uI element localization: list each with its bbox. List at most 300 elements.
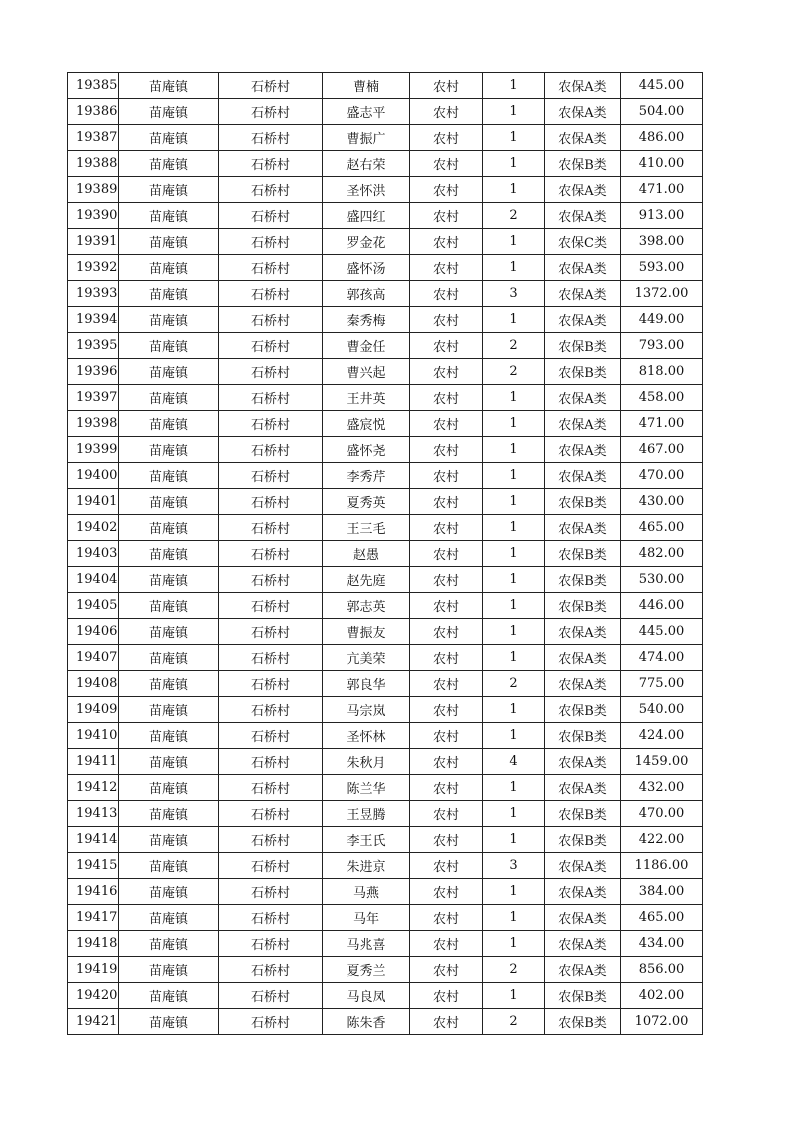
insurance-category-cell: 农保B类 (545, 983, 621, 1009)
household-size-cell: 1 (483, 489, 545, 515)
record-id-cell: 19398 (68, 411, 119, 437)
area-type-cell: 农村 (410, 957, 483, 983)
amount-cell: 856.00 (621, 957, 703, 983)
table-row (68, 697, 703, 723)
record-id-cell: 19412 (68, 775, 119, 801)
household-size-cell: 1 (483, 177, 545, 203)
amount-cell: 504.00 (621, 99, 703, 125)
record-id-cell: 19397 (68, 385, 119, 411)
insurance-category-cell: 农保A类 (545, 463, 621, 489)
table-row (68, 307, 703, 333)
name-cell: 马年 (323, 905, 410, 931)
record-id-cell: 19420 (68, 983, 119, 1009)
record-id-cell: 19387 (68, 125, 119, 151)
table-row (68, 515, 703, 541)
insurance-category-cell: 农保A类 (545, 619, 621, 645)
area-type-cell: 农村 (410, 255, 483, 281)
village-cell: 石桥村 (219, 957, 323, 983)
table-row (68, 879, 703, 905)
village-cell: 石桥村 (219, 801, 323, 827)
household-size-cell: 2 (483, 203, 545, 229)
town-cell: 苗庵镇 (119, 541, 219, 567)
town-cell: 苗庵镇 (119, 255, 219, 281)
town-cell: 苗庵镇 (119, 827, 219, 853)
name-cell: 马兆喜 (323, 931, 410, 957)
table-row (68, 177, 703, 203)
name-cell: 陈朱香 (323, 1009, 410, 1035)
amount-cell: 793.00 (621, 333, 703, 359)
area-type-cell: 农村 (410, 99, 483, 125)
household-size-cell: 1 (483, 801, 545, 827)
insurance-category-cell: 农保B类 (545, 151, 621, 177)
name-cell: 曹楠 (323, 73, 410, 99)
household-size-cell: 1 (483, 125, 545, 151)
amount-cell: 593.00 (621, 255, 703, 281)
insurance-category-cell: 农保B类 (545, 723, 621, 749)
name-cell: 曹振友 (323, 619, 410, 645)
village-cell: 石桥村 (219, 125, 323, 151)
record-id-cell: 19417 (68, 905, 119, 931)
record-id-cell: 19418 (68, 931, 119, 957)
record-id-cell: 19388 (68, 151, 119, 177)
amount-cell: 1372.00 (621, 281, 703, 307)
town-cell: 苗庵镇 (119, 697, 219, 723)
area-type-cell: 农村 (410, 151, 483, 177)
record-id-cell: 19404 (68, 567, 119, 593)
household-size-cell: 1 (483, 541, 545, 567)
insurance-category-cell: 农保A类 (545, 645, 621, 671)
town-cell: 苗庵镇 (119, 567, 219, 593)
insurance-category-cell: 农保B类 (545, 801, 621, 827)
table-row (68, 203, 703, 229)
insurance-category-cell: 农保C类 (545, 229, 621, 255)
village-cell: 石桥村 (219, 541, 323, 567)
record-id-cell: 19407 (68, 645, 119, 671)
insurance-category-cell: 农保A类 (545, 775, 621, 801)
amount-cell: 1459.00 (621, 749, 703, 775)
table-row (68, 359, 703, 385)
town-cell: 苗庵镇 (119, 73, 219, 99)
record-id-cell: 19391 (68, 229, 119, 255)
household-size-cell: 4 (483, 749, 545, 775)
town-cell: 苗庵镇 (119, 879, 219, 905)
table-row (68, 73, 703, 99)
name-cell: 马宗岚 (323, 697, 410, 723)
table-row (68, 801, 703, 827)
household-size-cell: 2 (483, 957, 545, 983)
town-cell: 苗庵镇 (119, 307, 219, 333)
record-id-cell: 19400 (68, 463, 119, 489)
area-type-cell: 农村 (410, 593, 483, 619)
record-id-cell: 19410 (68, 723, 119, 749)
town-cell: 苗庵镇 (119, 983, 219, 1009)
record-id-cell: 19413 (68, 801, 119, 827)
table-row (68, 99, 703, 125)
name-cell: 盛宸悦 (323, 411, 410, 437)
area-type-cell: 农村 (410, 437, 483, 463)
village-cell: 石桥村 (219, 463, 323, 489)
village-cell: 石桥村 (219, 853, 323, 879)
amount-cell: 486.00 (621, 125, 703, 151)
amount-cell: 402.00 (621, 983, 703, 1009)
household-size-cell: 1 (483, 463, 545, 489)
household-size-cell: 1 (483, 99, 545, 125)
town-cell: 苗庵镇 (119, 723, 219, 749)
amount-cell: 467.00 (621, 437, 703, 463)
table-row (68, 853, 703, 879)
household-size-cell: 1 (483, 593, 545, 619)
village-cell: 石桥村 (219, 203, 323, 229)
amount-cell: 818.00 (621, 359, 703, 385)
town-cell: 苗庵镇 (119, 463, 219, 489)
amount-cell: 445.00 (621, 619, 703, 645)
area-type-cell: 农村 (410, 619, 483, 645)
record-id-cell: 19416 (68, 879, 119, 905)
table-row (68, 1009, 703, 1035)
amount-cell: 471.00 (621, 411, 703, 437)
town-cell: 苗庵镇 (119, 177, 219, 203)
insurance-category-cell: 农保B类 (545, 359, 621, 385)
household-size-cell: 1 (483, 151, 545, 177)
amount-cell: 474.00 (621, 645, 703, 671)
village-cell: 石桥村 (219, 593, 323, 619)
amount-cell: 434.00 (621, 931, 703, 957)
household-size-cell: 1 (483, 905, 545, 931)
table-row (68, 437, 703, 463)
name-cell: 曹振广 (323, 125, 410, 151)
amount-cell: 449.00 (621, 307, 703, 333)
name-cell: 李王氏 (323, 827, 410, 853)
record-id-cell: 19399 (68, 437, 119, 463)
household-size-cell: 1 (483, 879, 545, 905)
town-cell: 苗庵镇 (119, 645, 219, 671)
village-cell: 石桥村 (219, 723, 323, 749)
insurance-category-cell: 农保B类 (545, 541, 621, 567)
amount-cell: 471.00 (621, 177, 703, 203)
insurance-category-cell: 农保A类 (545, 671, 621, 697)
village-cell: 石桥村 (219, 879, 323, 905)
table-row (68, 489, 703, 515)
insurance-category-cell: 农保A类 (545, 203, 621, 229)
insurance-category-cell: 农保B类 (545, 567, 621, 593)
insurance-category-cell: 农保A类 (545, 515, 621, 541)
area-type-cell: 农村 (410, 229, 483, 255)
name-cell: 夏秀兰 (323, 957, 410, 983)
village-cell: 石桥村 (219, 515, 323, 541)
name-cell: 郭良华 (323, 671, 410, 697)
table-row (68, 593, 703, 619)
table-row (68, 775, 703, 801)
household-size-cell: 1 (483, 385, 545, 411)
amount-cell: 384.00 (621, 879, 703, 905)
table-row (68, 125, 703, 151)
insurance-category-cell: 农保A类 (545, 411, 621, 437)
town-cell: 苗庵镇 (119, 489, 219, 515)
household-size-cell: 3 (483, 853, 545, 879)
insurance-category-cell: 农保A类 (545, 749, 621, 775)
village-cell: 石桥村 (219, 437, 323, 463)
village-cell: 石桥村 (219, 749, 323, 775)
household-size-cell: 1 (483, 983, 545, 1009)
town-cell: 苗庵镇 (119, 853, 219, 879)
table-row (68, 749, 703, 775)
insurance-category-cell: 农保A类 (545, 307, 621, 333)
town-cell: 苗庵镇 (119, 775, 219, 801)
record-id-cell: 19401 (68, 489, 119, 515)
name-cell: 陈兰华 (323, 775, 410, 801)
household-size-cell: 1 (483, 775, 545, 801)
name-cell: 马燕 (323, 879, 410, 905)
area-type-cell: 农村 (410, 749, 483, 775)
table-row (68, 983, 703, 1009)
village-cell: 石桥村 (219, 775, 323, 801)
village-cell: 石桥村 (219, 229, 323, 255)
amount-cell: 540.00 (621, 697, 703, 723)
record-id-cell: 19419 (68, 957, 119, 983)
amount-cell: 465.00 (621, 515, 703, 541)
area-type-cell: 农村 (410, 515, 483, 541)
name-cell: 圣怀林 (323, 723, 410, 749)
village-cell: 石桥村 (219, 567, 323, 593)
name-cell: 王三毛 (323, 515, 410, 541)
insurance-category-cell: 农保B类 (545, 697, 621, 723)
record-id-cell: 19409 (68, 697, 119, 723)
table-row (68, 567, 703, 593)
record-id-cell: 19385 (68, 73, 119, 99)
town-cell: 苗庵镇 (119, 593, 219, 619)
village-cell: 石桥村 (219, 385, 323, 411)
village-cell: 石桥村 (219, 255, 323, 281)
town-cell: 苗庵镇 (119, 333, 219, 359)
household-size-cell: 1 (483, 827, 545, 853)
record-id-cell: 19415 (68, 853, 119, 879)
amount-cell: 446.00 (621, 593, 703, 619)
table-row (68, 723, 703, 749)
village-cell: 石桥村 (219, 99, 323, 125)
record-id-cell: 19396 (68, 359, 119, 385)
table-row (68, 827, 703, 853)
village-cell: 石桥村 (219, 359, 323, 385)
area-type-cell: 农村 (410, 567, 483, 593)
household-size-cell: 1 (483, 411, 545, 437)
insurance-category-cell: 农保A类 (545, 437, 621, 463)
table-row (68, 905, 703, 931)
record-id-cell: 19386 (68, 99, 119, 125)
town-cell: 苗庵镇 (119, 411, 219, 437)
village-cell: 石桥村 (219, 333, 323, 359)
record-id-cell: 19414 (68, 827, 119, 853)
household-size-cell: 1 (483, 437, 545, 463)
household-size-cell: 2 (483, 359, 545, 385)
village-cell: 石桥村 (219, 905, 323, 931)
area-type-cell: 农村 (410, 827, 483, 853)
insurance-category-cell: 农保A类 (545, 255, 621, 281)
area-type-cell: 农村 (410, 801, 483, 827)
insurance-category-cell: 农保A类 (545, 73, 621, 99)
table-row (68, 255, 703, 281)
insurance-category-cell: 农保B类 (545, 489, 621, 515)
amount-cell: 470.00 (621, 801, 703, 827)
table-row (68, 411, 703, 437)
name-cell: 郭志英 (323, 593, 410, 619)
village-cell: 石桥村 (219, 645, 323, 671)
area-type-cell: 农村 (410, 775, 483, 801)
amount-cell: 458.00 (621, 385, 703, 411)
table-row (68, 151, 703, 177)
table-body (68, 73, 703, 1035)
name-cell: 王昱腾 (323, 801, 410, 827)
record-id-cell: 19394 (68, 307, 119, 333)
household-size-cell: 3 (483, 281, 545, 307)
town-cell: 苗庵镇 (119, 437, 219, 463)
town-cell: 苗庵镇 (119, 203, 219, 229)
town-cell: 苗庵镇 (119, 905, 219, 931)
area-type-cell: 农村 (410, 879, 483, 905)
insurance-category-cell: 农保A类 (545, 853, 621, 879)
area-type-cell: 农村 (410, 723, 483, 749)
amount-cell: 530.00 (621, 567, 703, 593)
town-cell: 苗庵镇 (119, 151, 219, 177)
village-cell: 石桥村 (219, 697, 323, 723)
name-cell: 曹兴起 (323, 359, 410, 385)
name-cell: 马良凤 (323, 983, 410, 1009)
area-type-cell: 农村 (410, 541, 483, 567)
table-row (68, 931, 703, 957)
area-type-cell: 农村 (410, 385, 483, 411)
area-type-cell: 农村 (410, 1009, 483, 1035)
record-id-cell: 19408 (68, 671, 119, 697)
area-type-cell: 农村 (410, 905, 483, 931)
amount-cell: 424.00 (621, 723, 703, 749)
area-type-cell: 农村 (410, 411, 483, 437)
insurance-category-cell: 农保A类 (545, 125, 621, 151)
household-size-cell: 1 (483, 645, 545, 671)
village-cell: 石桥村 (219, 177, 323, 203)
table-row (68, 333, 703, 359)
table-row (68, 463, 703, 489)
insurance-category-cell: 农保B类 (545, 1009, 621, 1035)
town-cell: 苗庵镇 (119, 99, 219, 125)
amount-cell: 422.00 (621, 827, 703, 853)
area-type-cell: 农村 (410, 983, 483, 1009)
insurance-category-cell: 农保A类 (545, 99, 621, 125)
record-id-cell: 19402 (68, 515, 119, 541)
area-type-cell: 农村 (410, 697, 483, 723)
name-cell: 赵右荣 (323, 151, 410, 177)
table-row (68, 671, 703, 697)
town-cell: 苗庵镇 (119, 801, 219, 827)
household-size-cell: 2 (483, 671, 545, 697)
household-size-cell: 1 (483, 931, 545, 957)
town-cell: 苗庵镇 (119, 671, 219, 697)
name-cell: 盛四红 (323, 203, 410, 229)
amount-cell: 470.00 (621, 463, 703, 489)
insurance-category-cell: 农保A类 (545, 905, 621, 931)
record-id-cell: 19421 (68, 1009, 119, 1035)
area-type-cell: 农村 (410, 333, 483, 359)
area-type-cell: 农村 (410, 853, 483, 879)
table-row (68, 645, 703, 671)
village-cell: 石桥村 (219, 1009, 323, 1035)
record-id-cell: 19395 (68, 333, 119, 359)
name-cell: 盛怀尧 (323, 437, 410, 463)
area-type-cell: 农村 (410, 307, 483, 333)
record-id-cell: 19403 (68, 541, 119, 567)
record-id-cell: 19393 (68, 281, 119, 307)
insurance-category-cell: 农保A类 (545, 931, 621, 957)
insurance-category-cell: 农保A类 (545, 957, 621, 983)
household-size-cell: 1 (483, 697, 545, 723)
amount-cell: 398.00 (621, 229, 703, 255)
village-cell: 石桥村 (219, 931, 323, 957)
record-id-cell: 19406 (68, 619, 119, 645)
table-row (68, 229, 703, 255)
table-row (68, 385, 703, 411)
village-cell: 石桥村 (219, 671, 323, 697)
name-cell: 秦秀梅 (323, 307, 410, 333)
insurance-category-cell: 农保A类 (545, 281, 621, 307)
town-cell: 苗庵镇 (119, 229, 219, 255)
household-size-cell: 1 (483, 255, 545, 281)
amount-cell: 430.00 (621, 489, 703, 515)
amount-cell: 913.00 (621, 203, 703, 229)
insurance-category-cell: 农保B类 (545, 333, 621, 359)
table-row (68, 281, 703, 307)
town-cell: 苗庵镇 (119, 515, 219, 541)
record-id-cell: 19392 (68, 255, 119, 281)
village-cell: 石桥村 (219, 151, 323, 177)
name-cell: 朱进京 (323, 853, 410, 879)
insurance-category-cell: 农保B类 (545, 593, 621, 619)
area-type-cell: 农村 (410, 203, 483, 229)
amount-cell: 1072.00 (621, 1009, 703, 1035)
name-cell: 朱秋月 (323, 749, 410, 775)
town-cell: 苗庵镇 (119, 957, 219, 983)
record-id-cell: 19411 (68, 749, 119, 775)
household-size-cell: 2 (483, 1009, 545, 1035)
household-size-cell: 1 (483, 723, 545, 749)
area-type-cell: 农村 (410, 177, 483, 203)
village-cell: 石桥村 (219, 489, 323, 515)
amount-cell: 465.00 (621, 905, 703, 931)
area-type-cell: 农村 (410, 125, 483, 151)
insurance-category-cell: 农保B类 (545, 827, 621, 853)
household-size-cell: 1 (483, 515, 545, 541)
insurance-category-cell: 农保A类 (545, 385, 621, 411)
town-cell: 苗庵镇 (119, 1009, 219, 1035)
insurance-category-cell: 农保A类 (545, 879, 621, 905)
name-cell: 亢美荣 (323, 645, 410, 671)
town-cell: 苗庵镇 (119, 619, 219, 645)
table-row (68, 957, 703, 983)
town-cell: 苗庵镇 (119, 281, 219, 307)
household-size-cell: 1 (483, 73, 545, 99)
amount-cell: 775.00 (621, 671, 703, 697)
amount-cell: 482.00 (621, 541, 703, 567)
table-row (68, 541, 703, 567)
village-cell: 石桥村 (219, 827, 323, 853)
name-cell: 赵先庭 (323, 567, 410, 593)
name-cell: 李秀芹 (323, 463, 410, 489)
area-type-cell: 农村 (410, 281, 483, 307)
area-type-cell: 农村 (410, 359, 483, 385)
name-cell: 夏秀英 (323, 489, 410, 515)
household-size-cell: 1 (483, 567, 545, 593)
name-cell: 圣怀洪 (323, 177, 410, 203)
town-cell: 苗庵镇 (119, 385, 219, 411)
area-type-cell: 农村 (410, 489, 483, 515)
amount-cell: 1186.00 (621, 853, 703, 879)
